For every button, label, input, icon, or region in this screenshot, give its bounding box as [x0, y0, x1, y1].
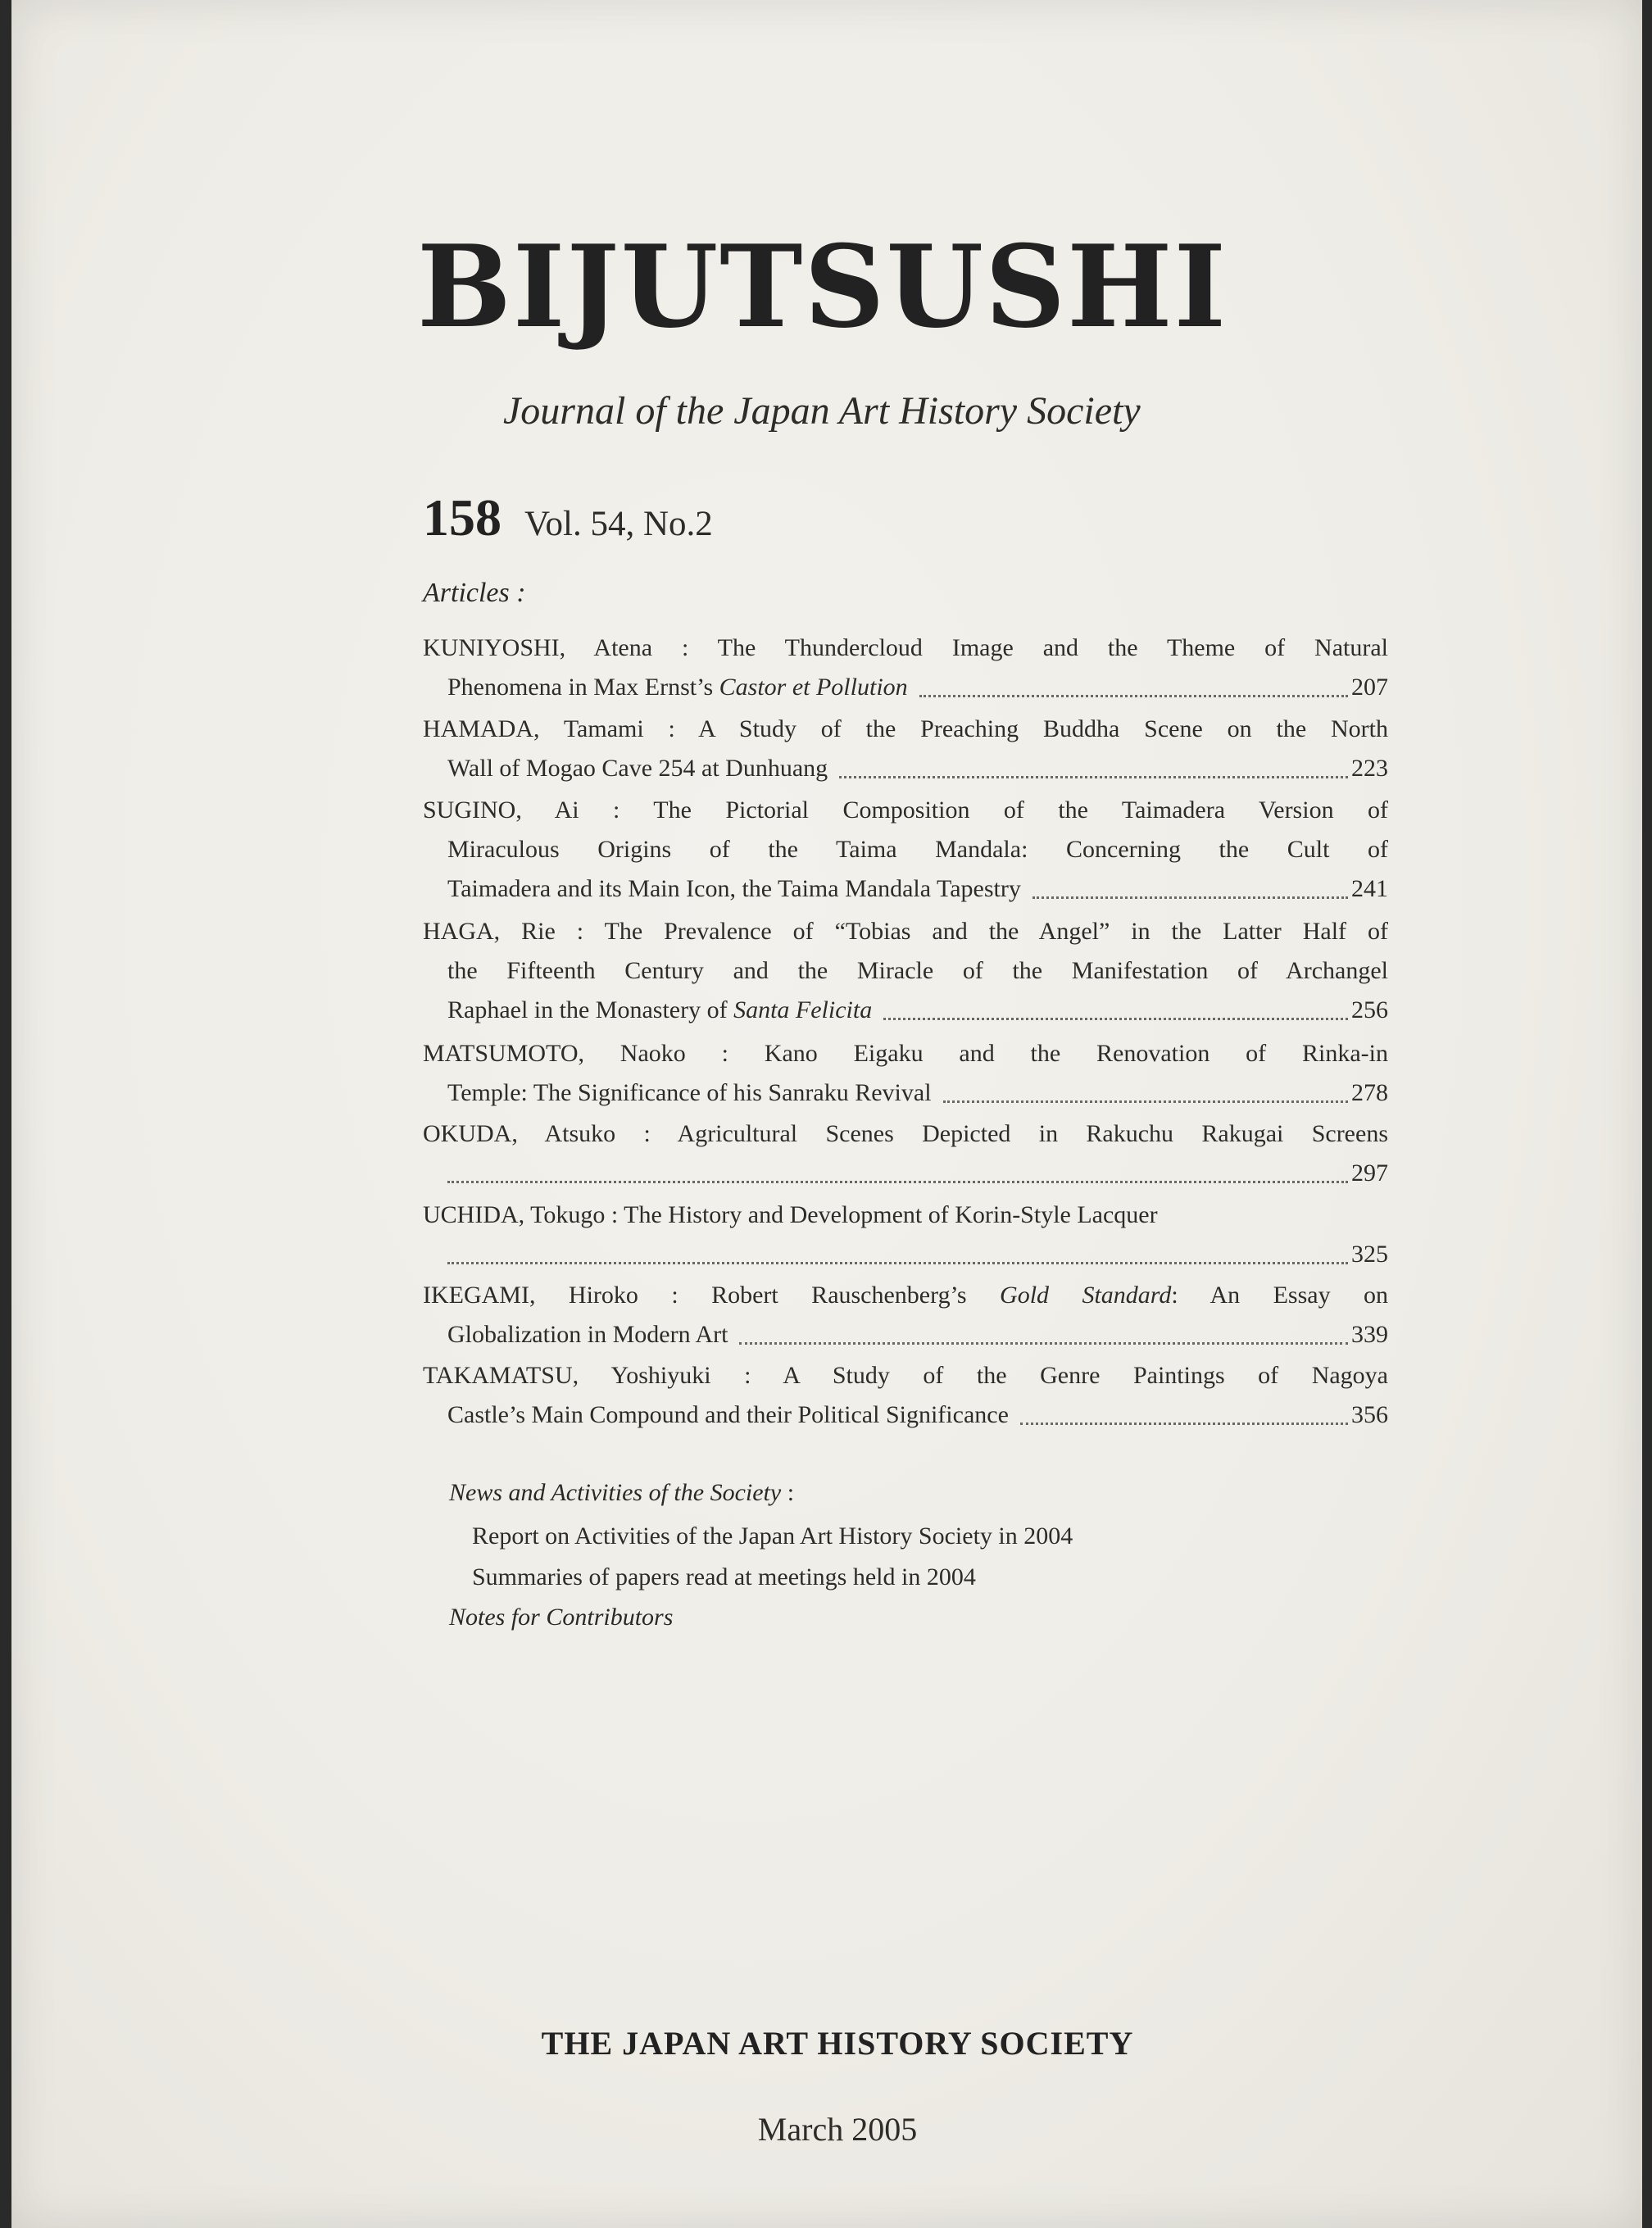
toc-entry-text-part: : An Essay on — [1171, 1282, 1389, 1309]
toc-entry-line: HAGA, Rie : The Prevalence of “Tobias and the Angel” in the Latter Half of — [423, 918, 1388, 945]
toc-entry-line — [423, 1276, 1388, 1315]
toc-entry-line: SUGINO, Ai : The Pictorial Composition of the Taimadera Version of — [423, 796, 1388, 824]
toc-entry-last-line — [423, 1154, 1388, 1193]
journal-title: BIJUTSUSHI — [417, 220, 1228, 353]
toc-entry — [423, 1034, 1388, 1113]
notes-for-contributors: Notes for Contributors — [449, 1604, 674, 1631]
toc-entry — [423, 710, 1388, 788]
dot-leader — [1032, 896, 1348, 899]
dot-leader — [883, 1018, 1348, 1020]
news-heading-colon: : — [781, 1479, 795, 1506]
dot-leader — [943, 1100, 1348, 1103]
page-number: 278 — [1351, 1079, 1388, 1106]
toc-entry-text: Globalization in Modern Art — [447, 1321, 728, 1348]
toc-entry-text-part: IKEGAMI, Hiroko : Robert Rauschenberg’s — [423, 1282, 1001, 1309]
toc-entry — [423, 1276, 1388, 1354]
toc-entry-text — [447, 668, 908, 707]
toc-entry — [423, 912, 1388, 1030]
toc-entry-text — [447, 991, 872, 1030]
publication-date: March 2005 — [757, 2111, 918, 2148]
page-number: 256 — [1351, 996, 1388, 1023]
toc-entry — [423, 791, 1388, 909]
toc-entry-text: Temple: The Significance of his Sanraku Revival — [447, 1079, 932, 1106]
toc-entry-last-line — [423, 869, 1388, 909]
toc-entry — [423, 1196, 1388, 1274]
toc-entry-last-line — [423, 1235, 1388, 1274]
page-number: 207 — [1351, 674, 1388, 701]
toc-entry-italic-title: Castor et Pollution — [719, 674, 908, 701]
page-number: 297 — [1351, 1159, 1388, 1187]
page-number: 356 — [1351, 1401, 1388, 1428]
toc-entry-last-line — [423, 668, 1388, 707]
toc-entry-text: Taimadera and its Main Icon, the Taima Mandala Tapestry — [447, 875, 1021, 902]
dot-leader — [447, 1181, 1348, 1183]
news-heading-text: News and Activities of the Society — [449, 1479, 782, 1506]
dot-leader — [1020, 1423, 1348, 1425]
issue-line — [423, 488, 713, 548]
news-heading — [449, 1475, 794, 1511]
toc-entry-line: UCHIDA, Tokugo : The History and Development of Korin-Style Lacquer — [423, 1201, 1158, 1228]
journal-subtitle: Journal of the Japan Art History Society — [503, 389, 1141, 433]
toc-entry-line: MATSUMOTO, Naoko : Kano Eigaku and the Renovation of Rinka-in — [423, 1040, 1388, 1067]
page-number: 339 — [1351, 1321, 1388, 1348]
toc-entry-last-line — [423, 1395, 1388, 1435]
issue-number: 158 — [423, 488, 502, 547]
toc-entry-line: TAKAMATSU, Yoshiyuki : A Study of the Genre Paintings of Nagoya — [423, 1362, 1388, 1389]
toc-entry-line: Miraculous Origins of the Taima Mandala: Concerning the Cult of — [447, 836, 1388, 863]
dot-leader — [919, 695, 1348, 697]
page-number: 223 — [1351, 755, 1388, 782]
toc-entry-last-line — [423, 991, 1388, 1030]
news-item: Summaries of papers read at meetings held in 2004 — [472, 1563, 976, 1590]
toc-entry-italic-title: Santa Felicita — [733, 996, 873, 1023]
toc-entry-line: KUNIYOSHI, Atena : The Thundercloud Image and the Theme of Natural — [423, 634, 1388, 661]
toc-entry-italic-title: Gold Standard — [1000, 1282, 1172, 1309]
dot-leader — [839, 776, 1348, 778]
toc-entry-text-part: Raphael in the Monastery of — [447, 996, 734, 1023]
toc-entry — [423, 628, 1388, 707]
toc-entry — [423, 1114, 1388, 1193]
dot-leader — [739, 1342, 1348, 1345]
toc-entry-last-line — [423, 1315, 1388, 1354]
toc-entry-last-line — [423, 749, 1388, 788]
toc-entry-text: Castle’s Main Compound and their Political Significance — [447, 1401, 1009, 1428]
articles-heading: Articles : — [423, 578, 526, 608]
toc-entry-text: Wall of Mogao Cave 254 at Dunhuang — [447, 755, 828, 782]
publisher-name: THE JAPAN ART HISTORY SOCIETY — [541, 2025, 1134, 2062]
page-number: 241 — [1351, 875, 1388, 902]
news-item: Report on Activities of the Japan Art History Society in 2004 — [472, 1522, 1073, 1550]
toc-entry-text-part: Phenomena in Max Ernst’s — [447, 674, 719, 701]
dot-leader — [447, 1262, 1348, 1264]
volume-number: Vol. 54, No.2 — [524, 505, 713, 543]
toc-entry-line: OKUDA, Atsuko : Agricultural Scenes Depicted in Rakuchu Rakugai Screens — [423, 1120, 1388, 1147]
toc-entry-last-line — [423, 1073, 1388, 1113]
toc-entry-line: HAMADA, Tamami : A Study of the Preaching Buddha Scene on the North — [423, 715, 1388, 742]
journal-cover-page — [11, 0, 1642, 2228]
toc-entry — [423, 1356, 1388, 1435]
page-number: 325 — [1351, 1241, 1388, 1268]
toc-entry-line: the Fifteenth Century and the Miracle of the Manifestation of Archangel — [447, 957, 1388, 984]
